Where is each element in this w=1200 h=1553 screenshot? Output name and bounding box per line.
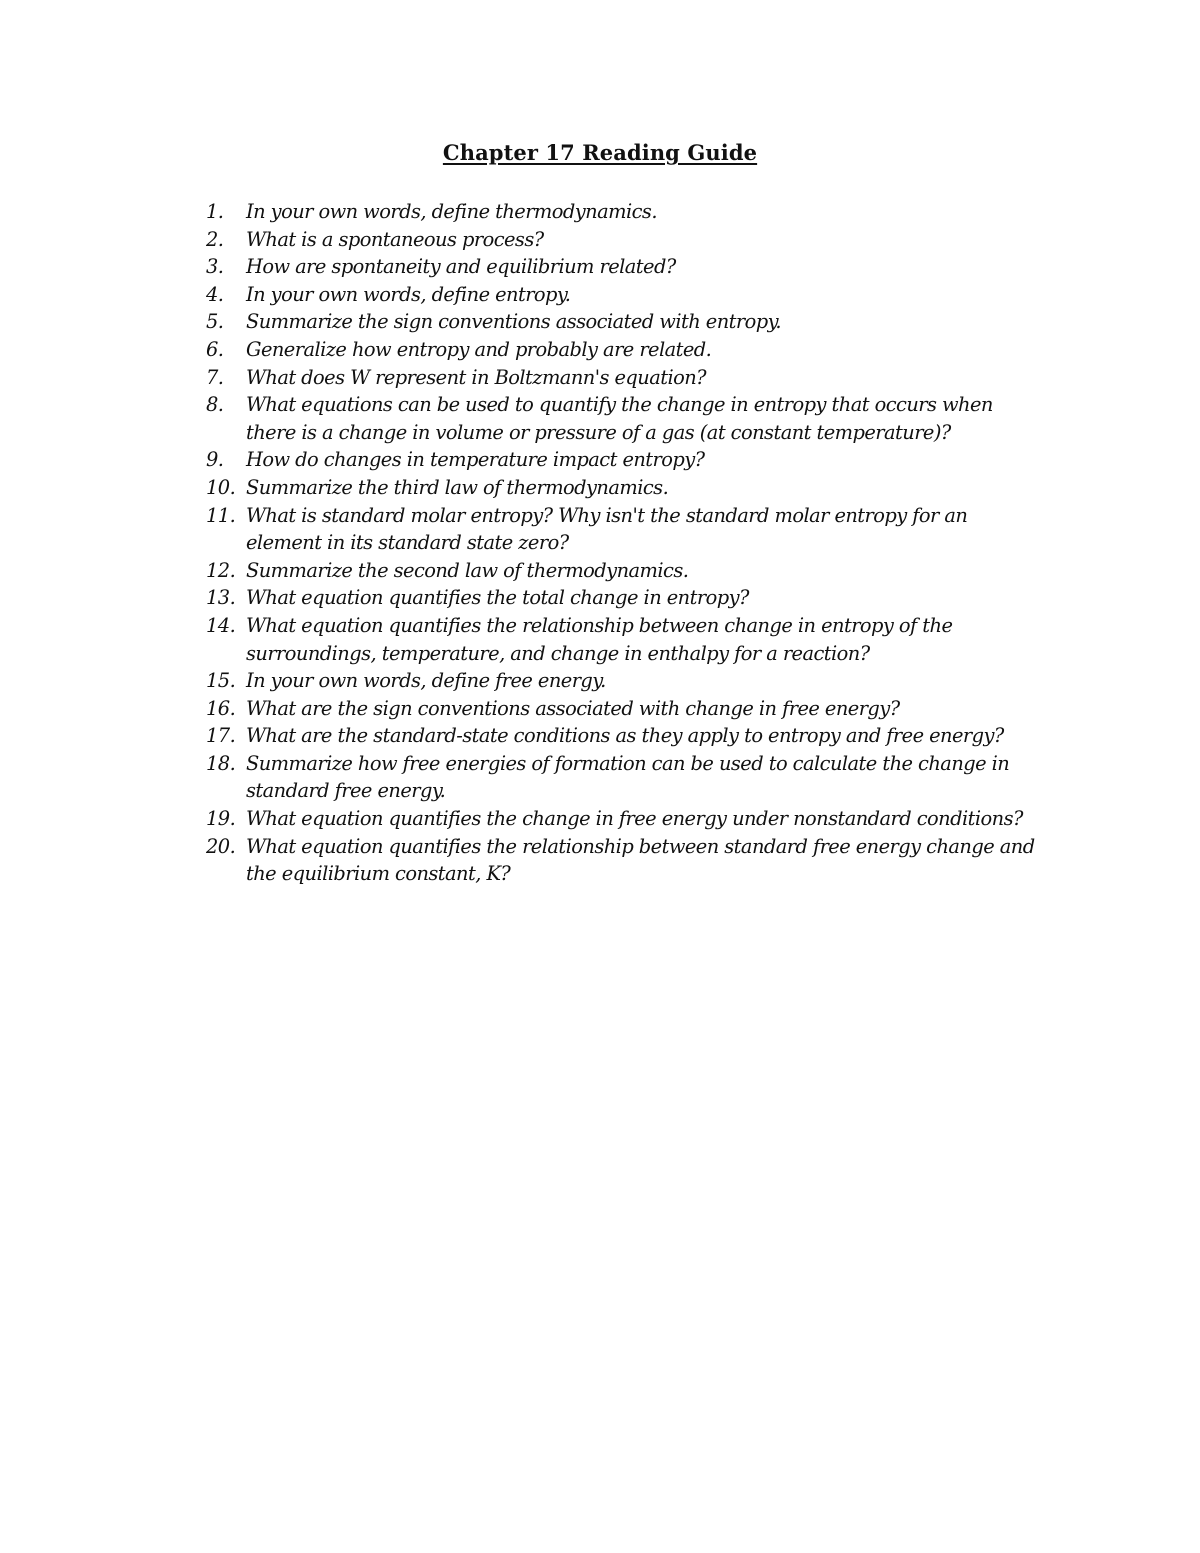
question-text: What is standard molar entropy? Why isn't the standard molar entropy for an element in its standard state zero? [246,503,968,555]
question-number: 3. [206,255,224,279]
question-text: What equation quantifies the total change in entropy? [246,586,749,610]
question-number: 5. [206,310,224,334]
question-text: What equation quantifies the relationship between change in entropy of the surroundings, temperature, and change in enthalpy for a reaction? [246,613,953,665]
question-number: 13. [206,586,236,610]
question-text: Summarize how free energies of formation can be used to calculate the change in standard free energy. [246,751,1010,803]
question-text: Summarize the third law of thermodynamics. [246,475,669,499]
list-item [206,667,1036,695]
question-number: 1. [206,200,224,223]
question-number: 4. [206,282,224,306]
list-item [206,281,1036,309]
question-number: 17. [206,724,236,748]
list-item [206,308,1036,336]
list-item [206,253,1036,281]
question-text: In your own words, define entropy. [246,282,571,306]
question-text: What are the standard-state conditions as they apply to entropy and free energy? [246,724,1004,748]
list-item [206,695,1036,723]
question-number: 16. [206,696,236,720]
question-number: 14. [206,613,236,637]
question-text: How do changes in temperature impact entropy? [246,448,705,472]
list-item [206,336,1036,364]
question-text: What is a spontaneous process? [246,227,544,251]
question-number: 8. [206,393,224,417]
question-list [206,198,1036,888]
question-text: How are spontaneity and equilibrium related? [246,255,676,279]
question-text: In your own words, define thermodynamics. [246,200,657,223]
question-text: What equation quantifies the change in free energy under nonstandard conditions? [246,807,1023,831]
list-item [206,833,1036,888]
list-item [206,502,1036,557]
question-text: Summarize the second law of thermodynamics. [246,558,689,582]
question-text: What equations can be used to quantify the change in entropy that occurs when there is a change in volume or pressure of a gas (at constant temperature)? [246,393,993,444]
question-text: Generalize how entropy and probably are related. [246,337,712,361]
list-item [206,557,1036,585]
list-item [206,612,1036,667]
list-item [206,474,1036,502]
question-number: 6. [206,337,224,361]
question-text: What equation quantifies the relationship between standard free energy change and the equilibrium constant, K? [246,834,1035,886]
question-number: 7. [206,365,224,389]
list-item [206,584,1036,612]
question-number: 19. [206,807,236,831]
list-item [206,364,1036,392]
question-number: 2. [206,227,224,251]
list-item [206,722,1036,750]
question-number: 18. [206,751,236,775]
question-number: 9. [206,448,224,472]
list-item [206,446,1036,474]
question-text: What does W represent in Boltzmann's equation? [246,365,707,389]
question-number: 10. [206,475,236,499]
question-number: 11. [206,503,236,527]
question-number: 20. [206,834,236,858]
list-item [206,805,1036,833]
question-text: What are the sign conventions associated with change in free energy? [246,696,900,720]
question-text: In your own words, define free energy. [246,669,606,693]
question-number: 12. [206,558,236,582]
list-item [206,391,1036,446]
list-item [206,226,1036,254]
question-number: 15. [206,669,236,693]
list-item [206,198,1036,226]
list-item [206,750,1036,805]
page-title: Chapter 17 Reading Guide [442,140,758,165]
question-text: Summarize the sign conventions associated with entropy. [246,310,782,334]
